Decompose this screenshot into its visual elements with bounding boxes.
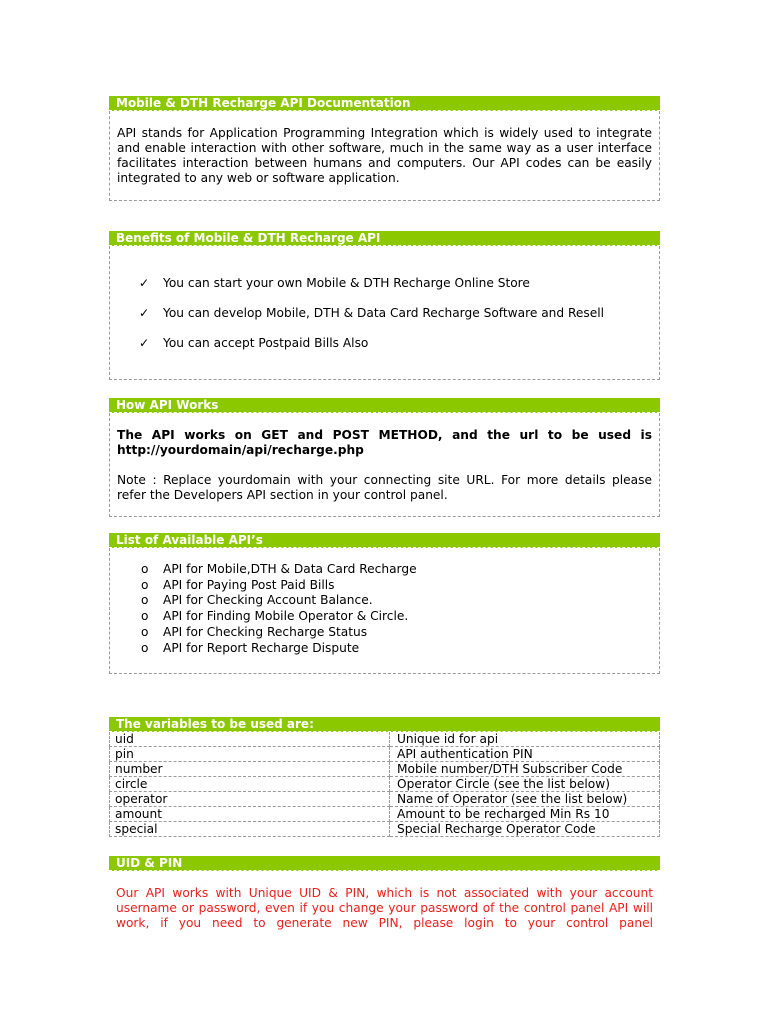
circle-bullet-icon: o — [141, 640, 149, 655]
variable-name: operator — [110, 792, 390, 807]
api-list — [117, 562, 652, 656]
variable-description: Mobile number/DTH Subscriber Code — [390, 762, 660, 777]
variables-table — [109, 732, 660, 837]
benefit-text: You can accept Postpaid Bills Also — [163, 336, 369, 350]
check-icon: ✓ — [139, 336, 150, 350]
list-item — [117, 276, 652, 291]
list-item — [117, 336, 652, 351]
variables-section — [109, 717, 660, 837]
variable-name: special — [110, 822, 390, 837]
variable-name: pin — [110, 747, 390, 762]
table-row — [110, 747, 660, 762]
api-item-text: API for Checking Account Balance. — [163, 593, 373, 608]
variable-description: API authentication PIN — [390, 747, 660, 762]
section-header-variables: The variables to be used are: — [109, 717, 660, 732]
list-item — [117, 578, 652, 594]
variable-description: Unique id for api — [390, 732, 660, 747]
api-item-text: API for Checking Recharge Status — [163, 624, 368, 639]
circle-bullet-icon: o — [141, 577, 149, 592]
circle-bullet-icon: o — [141, 562, 149, 576]
variable-description: Operator Circle (see the list below) — [390, 777, 660, 792]
intro-section — [109, 96, 660, 201]
circle-bullet-icon: o — [141, 593, 149, 608]
variable-name: number — [110, 762, 390, 777]
variable-description: Amount to be recharged Min Rs 10 — [390, 807, 660, 822]
circle-bullet-icon: o — [141, 609, 149, 624]
how-box — [109, 413, 660, 517]
section-header-apis: List of Available API’s — [109, 533, 660, 548]
benefits-list — [117, 276, 652, 351]
api-item-text: API for Paying Post Paid Bills — [163, 577, 335, 592]
list-item — [117, 641, 652, 657]
section-header-uid-pin: UID & PIN — [109, 856, 660, 871]
benefits-box — [109, 246, 660, 380]
list-item — [117, 562, 652, 578]
circle-bullet-icon: o — [141, 624, 149, 639]
table-row — [110, 732, 660, 747]
api-item-text: API for Finding Mobile Operator & Circle. — [163, 609, 409, 624]
variable-description: Name of Operator (see the list below) — [390, 792, 660, 807]
variable-description: Special Recharge Operator Code — [390, 822, 660, 837]
list-item — [117, 306, 652, 321]
note-text: Note : Replace yourdomain with your connecting site URL. For more details please refer the Developers API section in your control panel. — [117, 473, 652, 502]
check-icon: ✓ — [139, 306, 150, 320]
benefit-text: You can develop Mobile, DTH & Data Card Recharge Software and Resell — [163, 306, 605, 320]
benefit-text: You can start your own Mobile & DTH Recharge Online Store — [163, 276, 530, 290]
list-item — [117, 609, 652, 625]
variable-name: uid — [110, 732, 390, 747]
uid-pin-text: Our API works with Unique UID & PIN, which is not associated with your account username or password, even if you change your password of the control panel API will work, if you need to generate new PIN, please login to your control panel — [116, 886, 653, 930]
table-row — [110, 807, 660, 822]
uid-pin-section — [109, 856, 660, 931]
check-icon: ✓ — [139, 276, 150, 290]
table-row — [110, 777, 660, 792]
benefits-section — [109, 231, 660, 380]
list-item — [117, 593, 652, 609]
section-header-how: How API Works — [109, 398, 660, 413]
section-header-benefits: Benefits of Mobile & DTH Recharge API — [109, 231, 660, 246]
api-list-section — [109, 533, 660, 674]
intro-text: API stands for Application Programming Integration which is widely used to integrate and enable interaction with other software, much in the same way as a user interface facilitates interaction between humans and computers. Our API codes can be easily integrated to any web or software application. — [117, 126, 652, 185]
list-item — [117, 625, 652, 641]
intro-box — [109, 111, 660, 201]
variable-name: circle — [110, 777, 390, 792]
how-section — [109, 398, 660, 517]
api-item-text: API for Report Recharge Dispute — [163, 640, 360, 655]
method-text: The API works on GET and POST METHOD, and the url to be used is http://yourdomain/api/recharge.php — [117, 428, 652, 457]
api-item-text: API for Mobile,DTH & Data Card Recharge — [163, 562, 417, 576]
table-row — [110, 792, 660, 807]
section-header-intro: Mobile & DTH Recharge API Documentation — [109, 96, 660, 111]
variable-name: amount — [110, 807, 390, 822]
table-row — [110, 762, 660, 777]
uid-pin-box — [109, 871, 660, 931]
api-list-box — [109, 548, 660, 674]
table-row — [110, 822, 660, 837]
